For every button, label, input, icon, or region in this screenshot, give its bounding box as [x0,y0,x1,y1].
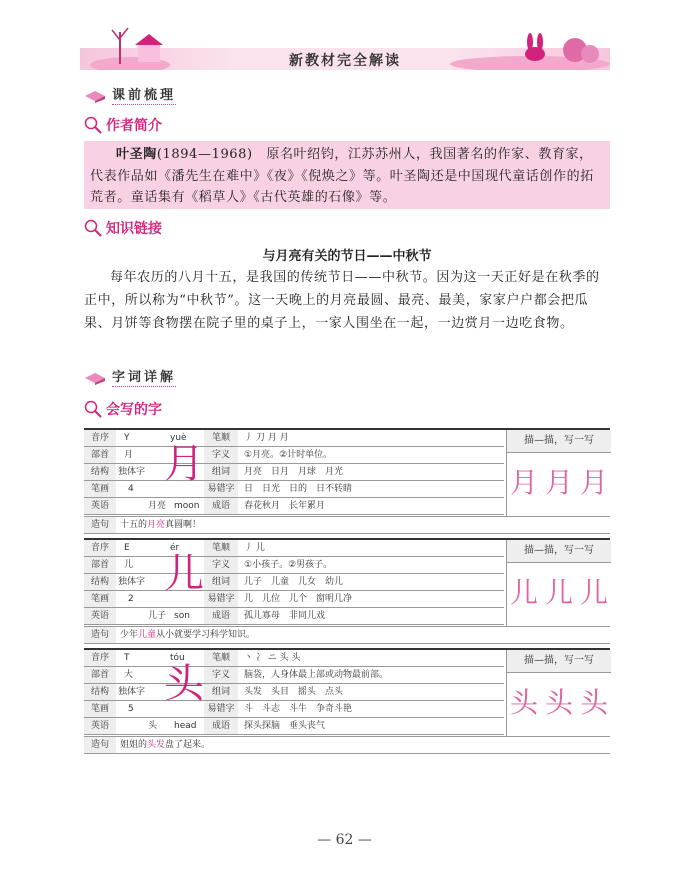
label-yicuozi: 易错字 [204,481,238,497]
table-row [84,498,504,515]
english-word: 儿子 [148,611,167,621]
char-table-1 [84,538,610,640]
section-author-intro: 作者简介 [84,115,162,135]
label-yingyu: 英语 [84,498,116,514]
label-bihua: 笔画 [84,591,116,607]
author-years: (1894—1968) [156,147,253,162]
section-write-chars: 会写的字 [84,399,162,419]
table-row [84,684,504,701]
magnifier-icon [84,400,102,418]
label-zaoju: 造句 [84,627,116,643]
trace-char: 儿 [509,576,538,609]
table-row [84,650,504,667]
label-chengyu: 成语 [204,498,238,514]
label-bishun: 笔顺 [204,540,238,556]
yinxu-value: Y [124,433,130,443]
section-knowledge-link: 知识链接 [84,218,162,238]
example-sentence-row [84,626,610,644]
bushou-value: 月 [124,450,134,460]
zuci-value: 月亮 日月 月球 月光 [244,467,344,477]
bishun-value: 丿 刀 月 月 [244,433,289,443]
yicuozi-value: 斗 斗志 斗牛 争奇斗艳 [244,704,353,714]
label-zaoju: 造句 [84,737,116,753]
practice-box [506,430,611,516]
label-yinxu: 音序 [84,650,116,666]
example-sentence: 少年儿童从小就要学习科学知识。 [120,630,256,640]
page-number: — 62 — [317,832,372,848]
trace-char: 头 [509,686,538,719]
table-row [84,447,504,464]
bishun-value: 丿 儿 [244,543,265,553]
bihua-value: 4 [128,484,134,494]
label-yinxu: 音序 [84,540,116,556]
label-yingyu: 英语 [84,608,116,624]
label-chengyu: 成语 [204,718,238,734]
trace-char: 儿 [579,576,608,609]
book-icon [84,371,106,385]
knowledge-title: 与月亮有关的节日——中秋节 [262,249,432,264]
label-yingyu: 英语 [84,718,116,734]
table-row [84,701,504,718]
big-char: 儿 [164,551,204,597]
yicuozi-value: 日 日光 日的 日不转睛 [244,484,353,494]
label-bushou: 部首 [84,557,116,573]
label-zuci: 组词 [204,464,238,480]
label-bishun: 笔顺 [204,430,238,446]
example-sentence: 姐姐的头发盘了起来。 [120,740,211,750]
label-chengyu: 成语 [204,608,238,624]
chengyu-value: 孤儿寡母 非同儿戏 [244,611,326,621]
author-text: 原名叶绍钧，江苏苏州人，我国著名的作家、教育家，代表作品如《潘先生在难中》《夜》《倪焕之》等。叶圣陶还是中国现代童话创作的拓荒者。童话集有《稻草人》《古代英雄的石像》等。 [90,147,594,205]
practice-title: 描—描，写一写 [507,650,611,673]
section-pre-class: 课前梳理 [84,84,176,103]
practice-box [506,540,611,626]
table-row [84,557,504,574]
ziyi-value: ①小孩子。②男孩子。 [244,560,333,570]
pinyin-value: ér [170,543,180,553]
table-row [84,718,504,735]
label-yinxu: 音序 [84,430,116,446]
practice-box [506,650,611,736]
bishun-value: 丶 冫 ニ 头 头 [244,653,301,663]
trace-char: 月 [509,466,538,499]
table-row [84,481,504,498]
trace-char: 头 [544,686,573,719]
pinyin-value: yuè [170,433,187,443]
english-word: 头 [148,721,158,731]
table-row [84,591,504,608]
label-yicuozi: 易错字 [204,701,238,717]
bushou-value: 儿 [124,560,134,570]
practice-grid[interactable] [507,673,611,733]
practice-title: 描—描，写一写 [507,540,611,563]
trace-char: 月 [544,466,573,499]
table-row [84,430,504,447]
big-char: 头 [164,661,204,707]
example-sentence-row [84,516,610,534]
label-yicuozi: 易错字 [204,591,238,607]
example-sentence: 十五的月亮真圆啊！ [120,520,202,530]
table-row [84,540,504,557]
label-zuci: 组词 [204,684,238,700]
english-value: head [174,721,197,731]
label-ziyi: 字义 [204,447,238,463]
english-value: son [174,611,190,621]
chengyu-value: 春花秋月 长年累月 [244,501,326,511]
table-row [84,608,504,625]
char-table-2 [84,648,610,750]
label-bihua: 笔画 [84,701,116,717]
ziyi-value: ①月亮。②计时单位。 [244,450,333,460]
author-box [84,141,610,209]
magnifier-icon [84,219,102,237]
bihua-value: 5 [128,704,134,714]
label-bushou: 部首 [84,447,116,463]
table-row [84,667,504,684]
ziyi-value: 脑袋，人身体最上部或动物最前部。 [244,670,389,680]
magnifier-icon [84,116,102,134]
section-word-detail: 字词详解 [84,366,176,385]
practice-title: 描—描，写一写 [507,430,611,453]
yicuozi-value: 儿 儿位 儿个 窗明几净 [244,594,353,604]
yinxu-value: E [124,543,130,553]
zuci-value: 头发 头目 摇头 点头 [244,687,344,697]
bihua-value: 2 [128,594,134,604]
label-ziyi: 字义 [204,557,238,573]
practice-grid[interactable] [507,453,611,513]
page-header [80,20,610,75]
author-name: 叶圣陶 [116,147,157,162]
label-zuci: 组词 [204,574,238,590]
english-word: 月亮 [148,501,167,511]
label-bishun: 笔顺 [204,650,238,666]
label-bihua: 笔画 [84,481,116,497]
jiegou-value: 独体字 [118,687,146,697]
book-icon [84,89,106,103]
chengyu-value: 探头探脑 垂头丧气 [244,721,326,731]
trace-char: 月 [579,466,608,499]
label-ziyi: 字义 [204,667,238,683]
english-value: moon [174,501,200,511]
big-char: 月 [164,441,204,487]
jiegou-value: 独体字 [118,577,146,587]
label-bushou: 部首 [84,667,116,683]
trace-char: 头 [579,686,608,719]
table-row [84,464,504,481]
label-jiegou: 结构 [84,464,116,480]
bushou-value: 大 [124,670,134,680]
trace-char: 儿 [544,576,573,609]
table-row [84,574,504,591]
jiegou-value: 独体字 [118,467,146,477]
example-sentence-row [84,736,610,754]
knowledge-text: 每年农历的八月十五，是我国的传统节日——中秋节。因为这一天正好是在秋季的正中，所以称为“中秋节”。这一天晚上的月亮最圆、最亮、最美，家家户户都会把瓜果、月饼等食物摆在院子里的桌子上，一家人围坐在一起，一边赏月一边吃食物。 [84,270,600,331]
practice-grid[interactable] [507,563,611,623]
yinxu-value: T [124,653,130,663]
label-jiegou: 结构 [84,574,116,590]
label-zaoju: 造句 [84,517,116,533]
header-title: 新教材完全解读 [289,53,401,69]
pinyin-value: tóu [170,653,185,663]
label-jiegou: 结构 [84,684,116,700]
zuci-value: 儿子 儿童 儿女 幼儿 [244,577,344,587]
char-table-0 [84,428,610,530]
